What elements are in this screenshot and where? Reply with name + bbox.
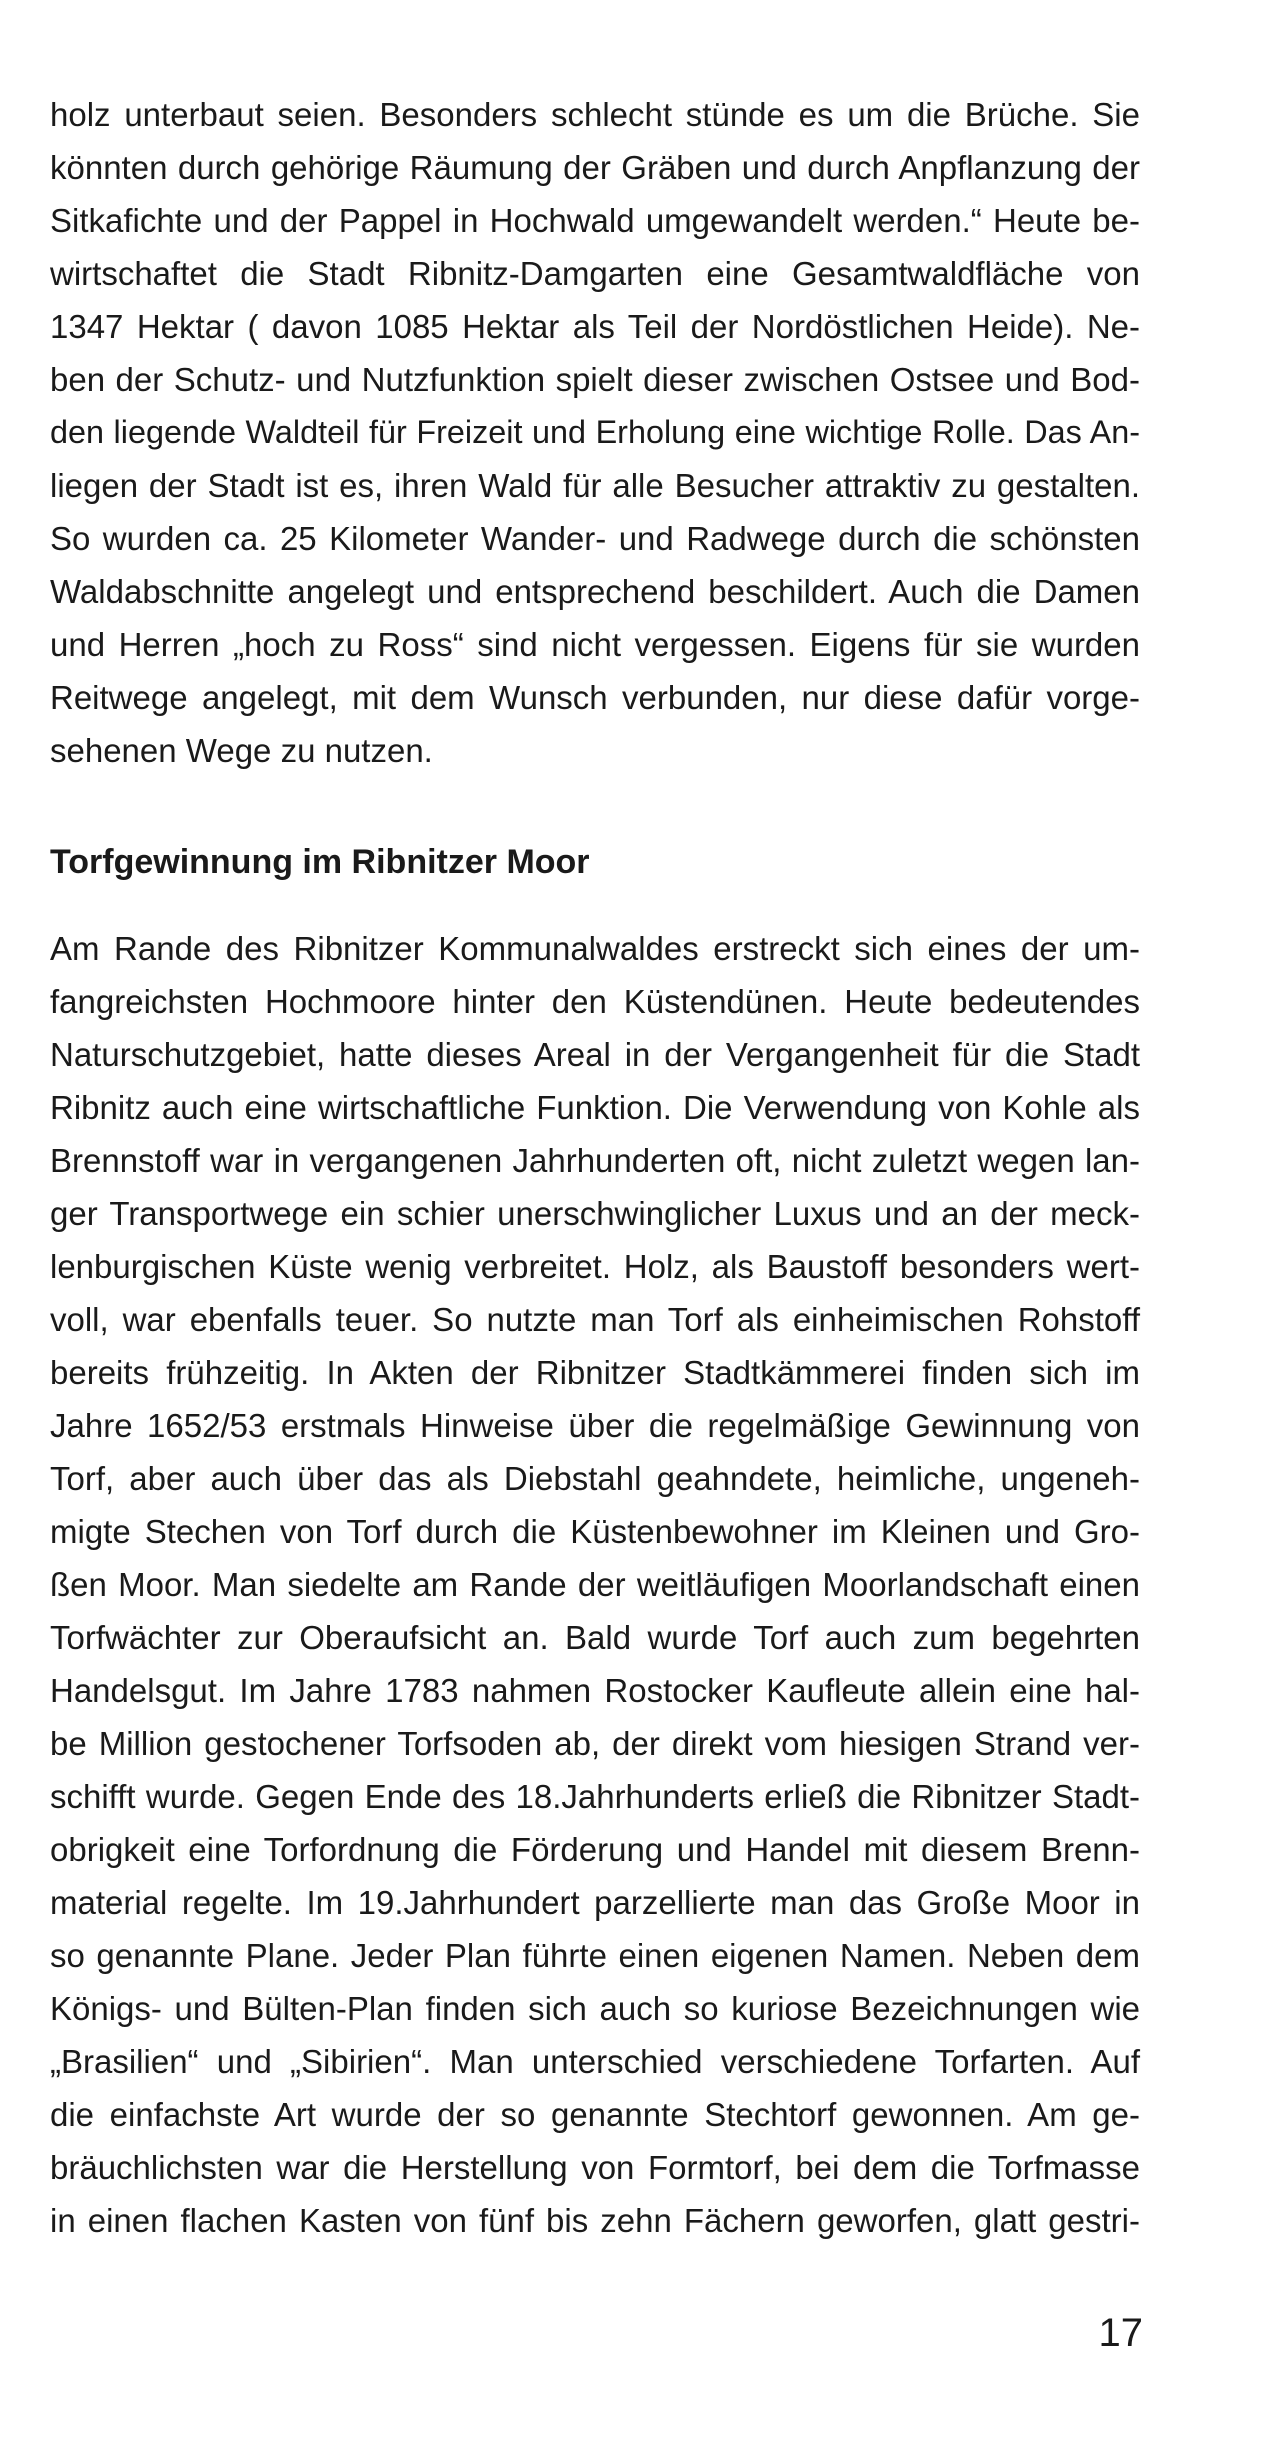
text-line: fangreichsten Hochmoore hinter den Küstendünen. Heute bedeutendes — [50, 983, 1140, 1020]
text-line: ben der Schutz- und Nutzfunktion spielt dieser zwischen Ostsee und Bod- — [50, 361, 1140, 398]
text-line: könnten durch gehörige Räumung der Gräben und durch Anpflanzung der — [50, 149, 1140, 186]
text-line: Ribnitz auch eine wirtschaftliche Funktion. Die Verwendung von Kohle als — [50, 1089, 1140, 1126]
text-line: ßen Moor. Man siedelte am Rande der weitläufigen Moorlandschaft einen — [50, 1566, 1140, 1603]
text-line: Handelsgut. Im Jahre 1783 nahmen Rostocker Kaufleute allein eine hal- — [50, 1672, 1140, 1709]
text-line: bräuchlichsten war die Herstellung von Formtorf, bei dem die Torfmasse — [50, 2149, 1140, 2186]
section-heading: Torfgewinnung im Ribnitzer Moor — [50, 843, 590, 881]
text-line: material regelte. Im 19.Jahrhundert parzellierte man das Große Moor in — [50, 1884, 1140, 1921]
text-line: und Herren „hoch zu Ross“ sind nicht vergessen. Eigens für sie wurden — [50, 626, 1140, 663]
text-line: bereits frühzeitig. In Akten der Ribnitzer Stadtkämmerei finden sich im — [50, 1354, 1140, 1391]
paragraph-peat — [50, 922, 1140, 2247]
text-line: So wurden ca. 25 Kilometer Wander- und Radwege durch die schönsten — [50, 520, 1140, 557]
paragraph-forest — [50, 88, 1140, 777]
text-line: be Million gestochener Torfsoden ab, der direkt vom hiesigen Strand ver- — [50, 1725, 1140, 1762]
text-line: schifft wurde. Gegen Ende des 18.Jahrhunderts erließ die Ribnitzer Stadt- — [50, 1778, 1140, 1815]
text-line: wirtschaftet die Stadt Ribnitz-Damgarten eine Gesamtwaldfläche von — [50, 255, 1140, 292]
text-line: in einen flachen Kasten von fünf bis zehn Fächern geworfen, glatt gestri- — [50, 2202, 1140, 2239]
text-line: so genannte Plane. Jeder Plan führte einen eigenen Namen. Neben dem — [50, 1937, 1140, 1974]
text-line: Torf, aber auch über das als Diebstahl geahndete, heimliche, ungeneh- — [50, 1460, 1140, 1497]
text-line: Jahre 1652/53 erstmals Hinweise über die regelmäßige Gewinnung von — [50, 1407, 1140, 1444]
text-line: Brennstoff war in vergangenen Jahrhunderten oft, nicht zuletzt wegen lan- — [50, 1142, 1140, 1179]
text-line: Königs- und Bülten-Plan finden sich auch so kuriose Bezeichnungen wie — [50, 1990, 1140, 2027]
text-line: Torfwächter zur Oberaufsicht an. Bald wurde Torf auch zum begehrten — [50, 1619, 1140, 1656]
text-line: Sitkafichte und der Pappel in Hochwald umgewandelt werden.“ Heute be- — [50, 202, 1140, 239]
text-line: obrigkeit eine Torfordnung die Förderung und Handel mit diesem Brenn- — [50, 1831, 1140, 1868]
text-line: Am Rande des Ribnitzer Kommunalwaldes erstreckt sich eines der um- — [50, 930, 1140, 967]
text-line: holz unterbaut seien. Besonders schlecht stünde es um die Brüche. Sie — [50, 96, 1140, 133]
text-line: migte Stechen von Torf durch die Küstenbewohner im Kleinen und Gro- — [50, 1513, 1140, 1550]
text-line: Waldabschnitte angelegt und entsprechend beschildert. Auch die Damen — [50, 573, 1140, 610]
text-line: „Brasilien“ und „Sibirien“. Man unterschied verschiedene Torfarten. Auf — [50, 2043, 1140, 2080]
text-line: Naturschutzgebiet, hatte dieses Areal in der Vergangenheit für die Stadt — [50, 1036, 1140, 1073]
text-line: die einfachste Art wurde der so genannte Stechtorf gewonnen. Am ge- — [50, 2096, 1140, 2133]
text-line: 1347 Hektar ( davon 1085 Hektar als Teil der Nordöstlichen Heide). Ne- — [50, 308, 1140, 345]
text-line: liegen der Stadt ist es, ihren Wald für alle Besucher attraktiv zu gestalten. — [50, 467, 1140, 504]
text-line: sehenen Wege zu nutzen. — [50, 732, 433, 769]
text-line: lenburgischen Küste wenig verbreitet. Holz, als Baustoff besonders wert- — [50, 1248, 1140, 1285]
text-line: Reitwege angelegt, mit dem Wunsch verbunden, nur diese dafür vorge- — [50, 679, 1140, 716]
page-number: 17 — [1098, 2311, 1143, 2355]
text-line: ger Transportwege ein schier unerschwinglicher Luxus und an der meck- — [50, 1195, 1140, 1232]
text-line: voll, war ebenfalls teuer. So nutzte man Torf als einheimischen Rohstoff — [50, 1301, 1140, 1338]
text-line: den liegende Waldteil für Freizeit und Erholung eine wichtige Rolle. Das An- — [50, 414, 1140, 450]
